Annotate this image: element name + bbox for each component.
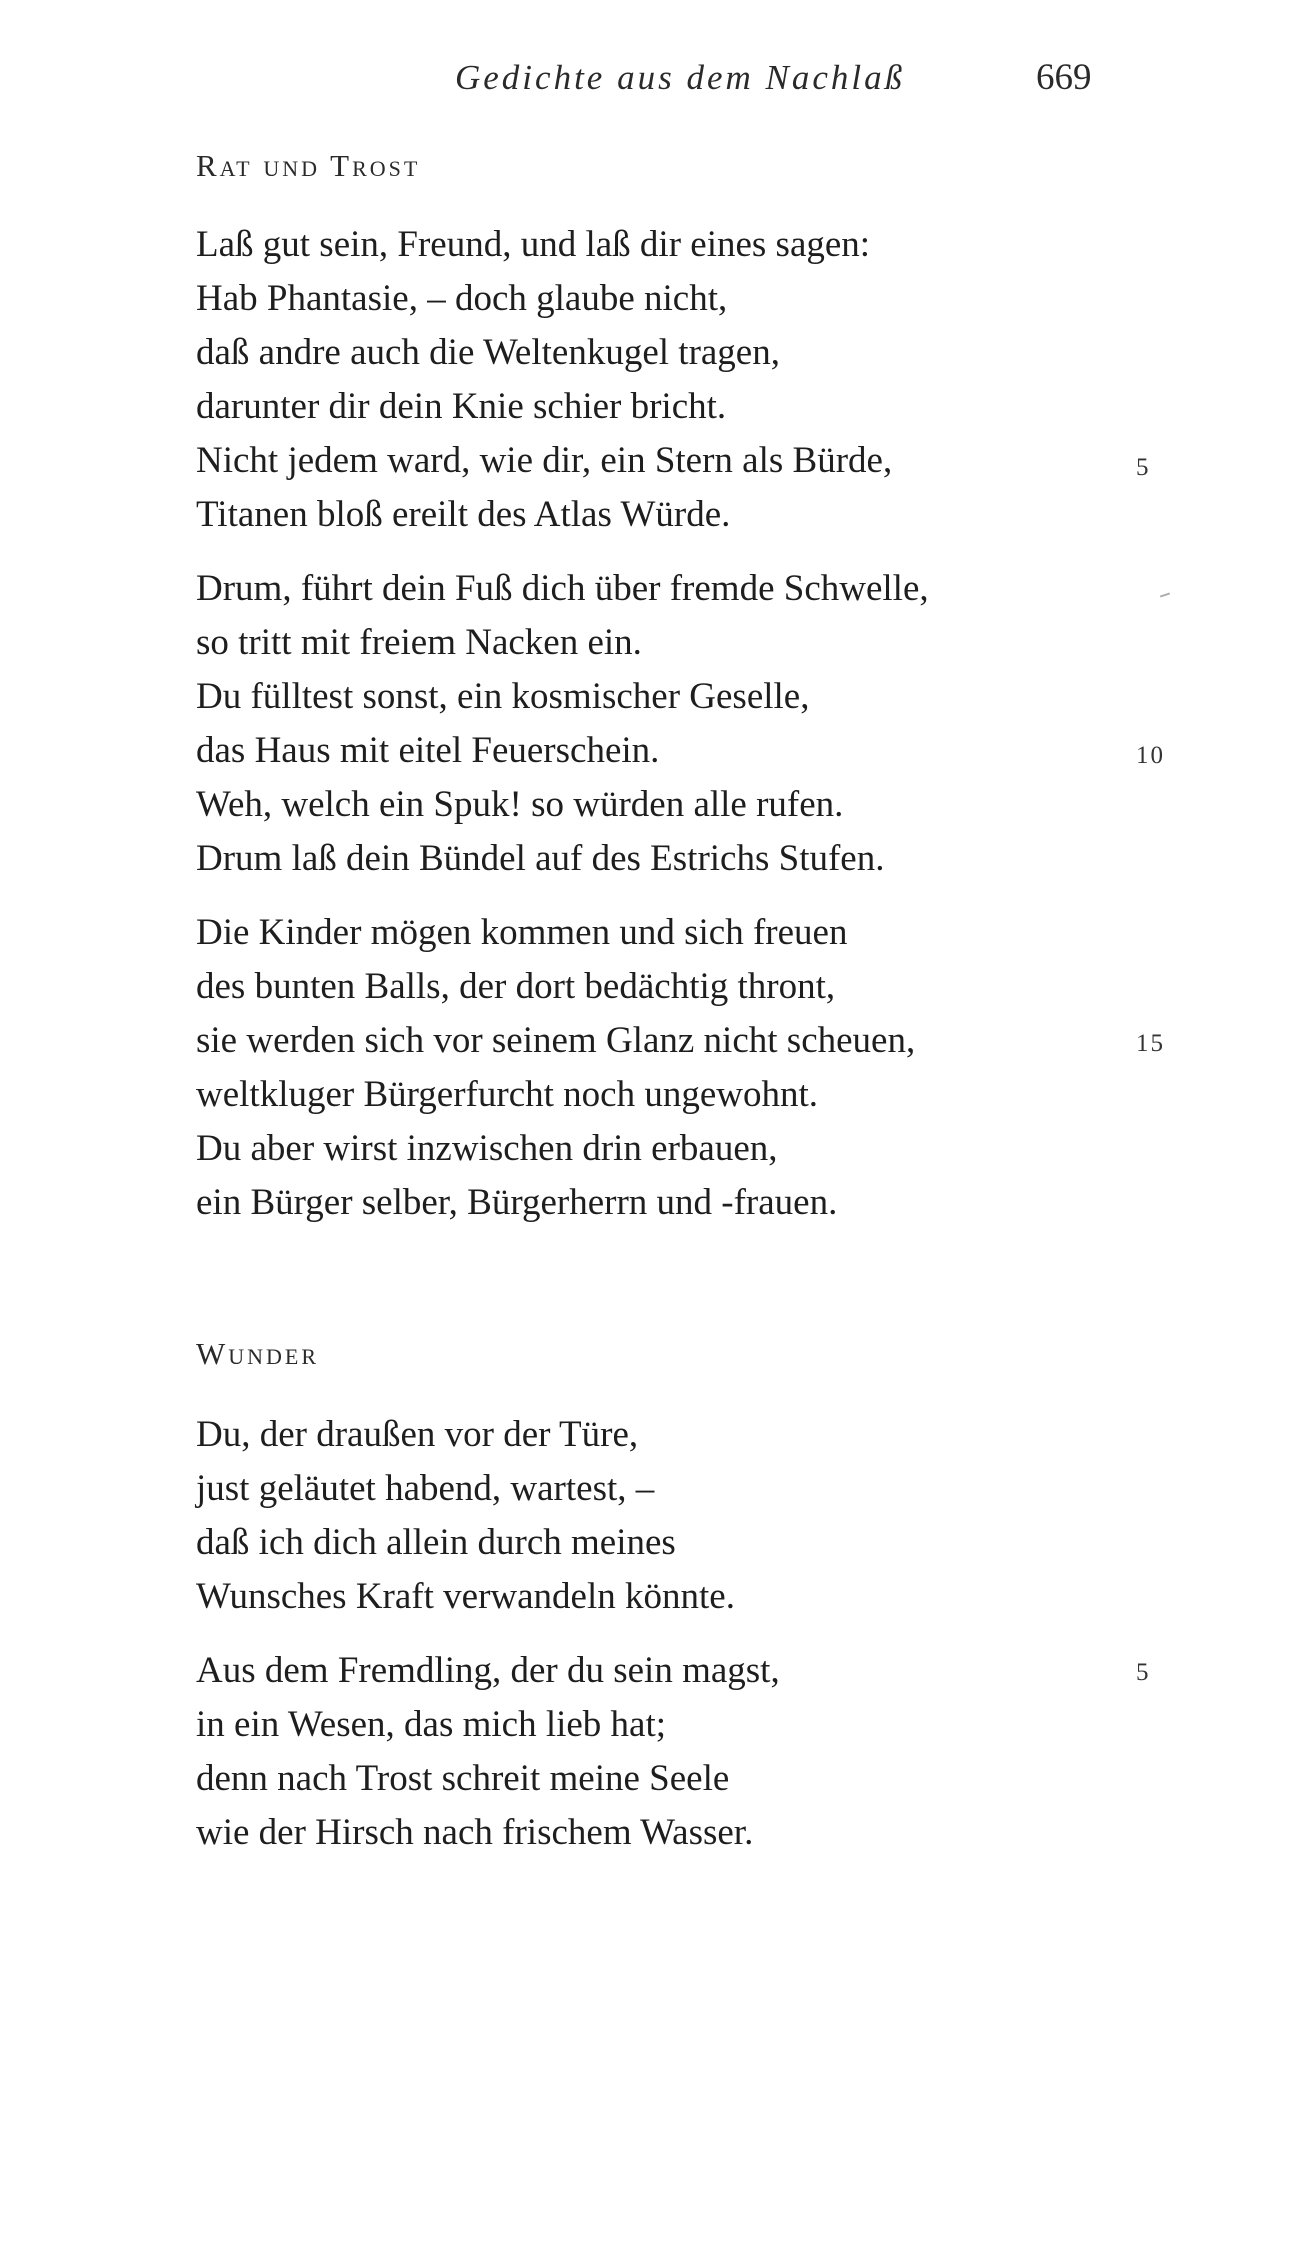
verse-line: so tritt mit freiem Nacken ein. <box>196 622 642 663</box>
stanza <box>196 1408 1096 1624</box>
verse-line: Drum, führt dein Fuß dich über fremde Schwelle, <box>196 568 929 609</box>
verse-line: Du fülltest sonst, ein kosmischer Geselle, <box>196 676 810 717</box>
verse-line: daß ich dich allein durch meines <box>196 1522 676 1563</box>
poem-title: Rat und Trost <box>196 148 421 183</box>
stanza <box>196 1644 1096 1860</box>
print-smudge <box>1160 593 1170 598</box>
poem-title: Wunder <box>196 1336 320 1371</box>
verse-line: ein Bürger selber, Bürgerherrn und -frauen. <box>196 1182 838 1223</box>
stanza <box>196 562 1096 886</box>
verse-line: in ein Wesen, das mich lieb hat; <box>196 1704 667 1745</box>
verse-line: Du aber wirst inzwischen drin erbauen, <box>196 1128 778 1169</box>
stanza <box>196 906 1096 1230</box>
verse-line: just geläutet habend, wartest, – <box>196 1468 655 1509</box>
verse-line: weltkluger Bürgerfurcht noch ungewohnt. <box>196 1074 818 1115</box>
line-number: 10 <box>1136 742 1165 769</box>
verse-line: Die Kinder mögen kommen und sich freuen <box>196 912 848 953</box>
verse-line: des bunten Balls, der dort bedächtig thront, <box>196 966 836 1007</box>
running-head: Gedichte aus dem Nachlaß <box>455 58 906 97</box>
verse-line: daß andre auch die Weltenkugel tragen, <box>196 332 780 373</box>
verse-line: sie werden sich vor seinem Glanz nicht scheuen, <box>196 1020 916 1061</box>
verse-line: Aus dem Fremdling, der du sein magst, <box>196 1650 780 1691</box>
verse-line: darunter dir dein Knie schier bricht. <box>196 386 727 427</box>
verse-line: das Haus mit eitel Feuerschein. <box>196 730 660 771</box>
verse-line: Hab Phantasie, – doch glaube nicht, <box>196 278 728 319</box>
line-number: 15 <box>1136 1030 1165 1057</box>
verse-line: Drum laß dein Bündel auf des Estrichs Stufen. <box>196 838 885 879</box>
line-number: 5 <box>1136 1659 1151 1686</box>
verse-line: Titanen bloß ereilt des Atlas Würde. <box>196 494 731 535</box>
verse-line: Wunsches Kraft verwandeln könnte. <box>196 1576 735 1617</box>
stanza <box>196 218 1096 542</box>
verse-line: wie der Hirsch nach frischem Wasser. <box>196 1812 754 1853</box>
verse-line: Laß gut sein, Freund, und laß dir eines sagen: <box>196 224 871 265</box>
verse-line: Nicht jedem ward, wie dir, ein Stern als Bürde, <box>196 440 893 481</box>
verse-line: Du, der draußen vor der Türe, <box>196 1414 639 1455</box>
verse-line: denn nach Trost schreit meine Seele <box>196 1758 730 1799</box>
verse-line: Weh, welch ein Spuk! so würden alle rufen. <box>196 784 844 825</box>
line-number: 5 <box>1136 454 1151 481</box>
page-number: 669 <box>1036 57 1092 98</box>
